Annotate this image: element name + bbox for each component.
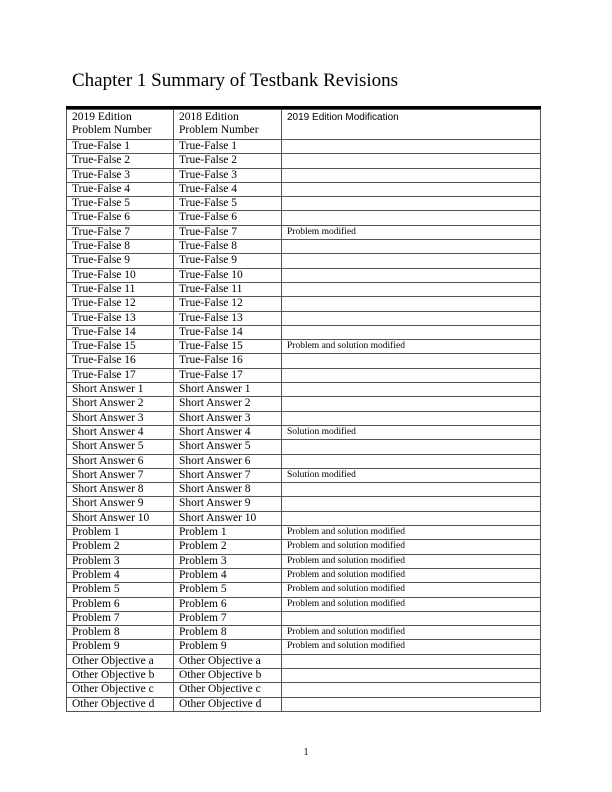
cell-2019-problem: Problem 1 [67, 526, 174, 540]
table-row [67, 526, 541, 540]
table-row [67, 497, 541, 511]
cell-2018-problem: True-False 17 [174, 368, 282, 382]
cell-modification [282, 240, 541, 254]
cell-2019-problem: True-False 8 [67, 240, 174, 254]
cell-modification: Problem and solution modified [282, 554, 541, 568]
cell-2018-problem: Other Objective d [174, 697, 282, 711]
header-2019-line2: Problem Number [72, 124, 152, 136]
cell-2019-problem: Problem 8 [67, 626, 174, 640]
cell-2018-problem: True-False 13 [174, 311, 282, 325]
cell-2019-problem: Other Objective d [67, 697, 174, 711]
cell-2019-problem: Short Answer 3 [67, 411, 174, 425]
cell-2019-problem: Problem 6 [67, 597, 174, 611]
cell-modification: Problem and solution modified [282, 540, 541, 554]
table-row [67, 354, 541, 368]
cell-modification: Problem and solution modified [282, 583, 541, 597]
table-row [67, 468, 541, 482]
cell-modification [282, 297, 541, 311]
cell-2019-problem: True-False 4 [67, 182, 174, 196]
table-row [67, 597, 541, 611]
table-row [67, 668, 541, 682]
cell-modification [282, 411, 541, 425]
table-row [67, 282, 541, 296]
cell-modification [282, 268, 541, 282]
table-row [67, 640, 541, 654]
cell-modification [282, 154, 541, 168]
cell-2018-problem: Other Objective b [174, 668, 282, 682]
page-title: Chapter 1 Summary of Testbank Revisions [72, 70, 399, 91]
header-2018-edition [174, 110, 282, 140]
table-row [67, 626, 541, 640]
table-row [67, 168, 541, 182]
cell-2018-problem: True-False 8 [174, 240, 282, 254]
cell-2018-problem: Short Answer 2 [174, 397, 282, 411]
revisions-table-body [67, 110, 541, 712]
cell-2019-problem: Problem 4 [67, 568, 174, 582]
table-row [67, 425, 541, 439]
cell-modification [282, 440, 541, 454]
table-row [67, 511, 541, 525]
cell-2018-problem: Problem 9 [174, 640, 282, 654]
cell-2018-problem: Short Answer 5 [174, 440, 282, 454]
cell-2019-problem: True-False 11 [67, 282, 174, 296]
cell-2019-problem: Short Answer 1 [67, 383, 174, 397]
cell-2019-problem: Other Objective c [67, 683, 174, 697]
table-header-row [67, 110, 541, 140]
cell-modification [282, 611, 541, 625]
cell-2019-problem: True-False 5 [67, 197, 174, 211]
header-modification: 2019 Edition Modification [282, 110, 541, 140]
cell-modification [282, 483, 541, 497]
cell-modification: Problem modified [282, 225, 541, 239]
cell-modification [282, 282, 541, 296]
cell-modification [282, 383, 541, 397]
cell-2018-problem: Short Answer 7 [174, 468, 282, 482]
cell-2019-problem: Short Answer 7 [67, 468, 174, 482]
cell-2019-problem: Problem 5 [67, 583, 174, 597]
cell-2019-problem: True-False 15 [67, 340, 174, 354]
cell-2018-problem: True-False 11 [174, 282, 282, 296]
cell-2019-problem: True-False 9 [67, 254, 174, 268]
cell-2019-problem: Short Answer 6 [67, 454, 174, 468]
cell-2019-problem: Short Answer 2 [67, 397, 174, 411]
table-row [67, 154, 541, 168]
header-2018-line1: 2018 Edition [179, 111, 239, 123]
cell-2019-problem: True-False 12 [67, 297, 174, 311]
cell-modification [282, 325, 541, 339]
table-row [67, 683, 541, 697]
cell-modification [282, 197, 541, 211]
table-row [67, 211, 541, 225]
cell-2018-problem: Short Answer 3 [174, 411, 282, 425]
cell-2018-problem: True-False 4 [174, 182, 282, 196]
table-row [67, 440, 541, 454]
cell-2018-problem: Short Answer 6 [174, 454, 282, 468]
cell-2018-problem: True-False 6 [174, 211, 282, 225]
header-2018-line2: Problem Number [179, 124, 259, 136]
cell-2019-problem: Problem 9 [67, 640, 174, 654]
cell-2019-problem: True-False 3 [67, 168, 174, 182]
cell-modification [282, 683, 541, 697]
cell-2019-problem: True-False 2 [67, 154, 174, 168]
table-row [67, 140, 541, 154]
table-row [67, 697, 541, 711]
cell-modification [282, 397, 541, 411]
cell-2018-problem: Problem 1 [174, 526, 282, 540]
cell-2018-problem: True-False 3 [174, 168, 282, 182]
cell-modification [282, 311, 541, 325]
cell-2018-problem: True-False 10 [174, 268, 282, 282]
table-row [67, 611, 541, 625]
table-row [67, 225, 541, 239]
revisions-table [66, 109, 541, 712]
cell-2018-problem: True-False 12 [174, 297, 282, 311]
cell-2018-problem: Problem 7 [174, 611, 282, 625]
cell-2018-problem: Problem 2 [174, 540, 282, 554]
cell-modification [282, 354, 541, 368]
cell-2019-problem: Other Objective b [67, 668, 174, 682]
cell-2019-problem: Short Answer 8 [67, 483, 174, 497]
cell-2019-problem: Problem 3 [67, 554, 174, 568]
cell-modification [282, 368, 541, 382]
cell-2019-problem: True-False 17 [67, 368, 174, 382]
cell-modification: Problem and solution modified [282, 640, 541, 654]
cell-modification: Problem and solution modified [282, 568, 541, 582]
cell-2019-problem: True-False 13 [67, 311, 174, 325]
cell-2018-problem: True-False 16 [174, 354, 282, 368]
cell-modification [282, 654, 541, 668]
cell-2018-problem: Problem 4 [174, 568, 282, 582]
cell-2018-problem: True-False 14 [174, 325, 282, 339]
cell-2018-problem: Short Answer 10 [174, 511, 282, 525]
cell-2019-problem: True-False 16 [67, 354, 174, 368]
table-row [67, 325, 541, 339]
header-2019-line1: 2019 Edition [72, 111, 132, 123]
cell-2019-problem: True-False 1 [67, 140, 174, 154]
table-row [67, 540, 541, 554]
cell-2018-problem: Other Objective a [174, 654, 282, 668]
cell-2019-problem: Problem 2 [67, 540, 174, 554]
cell-2018-problem: True-False 5 [174, 197, 282, 211]
cell-modification: Solution modified [282, 468, 541, 482]
header-2019-edition [67, 110, 174, 140]
table-row [67, 397, 541, 411]
table-row [67, 554, 541, 568]
cell-2019-problem: True-False 7 [67, 225, 174, 239]
cell-modification: Problem and solution modified [282, 597, 541, 611]
cell-modification [282, 140, 541, 154]
cell-modification [282, 254, 541, 268]
cell-modification [282, 697, 541, 711]
cell-2019-problem: Short Answer 10 [67, 511, 174, 525]
cell-2018-problem: Problem 6 [174, 597, 282, 611]
cell-modification [282, 668, 541, 682]
cell-modification: Problem and solution modified [282, 340, 541, 354]
table-row [67, 383, 541, 397]
cell-modification [282, 168, 541, 182]
page-number: 1 [303, 747, 309, 758]
cell-2018-problem: Short Answer 1 [174, 383, 282, 397]
cell-modification [282, 454, 541, 468]
cell-modification: Problem and solution modified [282, 526, 541, 540]
table-row [67, 583, 541, 597]
cell-modification [282, 182, 541, 196]
table-row [67, 654, 541, 668]
cell-2018-problem: Short Answer 9 [174, 497, 282, 511]
cell-modification [282, 497, 541, 511]
cell-2018-problem: Problem 3 [174, 554, 282, 568]
table-row [67, 340, 541, 354]
cell-modification [282, 211, 541, 225]
table-row [67, 311, 541, 325]
cell-2019-problem: Short Answer 4 [67, 425, 174, 439]
table-row [67, 368, 541, 382]
cell-2019-problem: True-False 6 [67, 211, 174, 225]
cell-2018-problem: True-False 2 [174, 154, 282, 168]
cell-2018-problem: True-False 1 [174, 140, 282, 154]
cell-2019-problem: Other Objective a [67, 654, 174, 668]
table-row [67, 411, 541, 425]
table-row [67, 454, 541, 468]
table-row [67, 254, 541, 268]
table-row [67, 483, 541, 497]
cell-2019-problem: True-False 10 [67, 268, 174, 282]
table-row [67, 268, 541, 282]
cell-modification [282, 511, 541, 525]
table-row [67, 197, 541, 211]
table-row [67, 568, 541, 582]
cell-2018-problem: Short Answer 8 [174, 483, 282, 497]
cell-2019-problem: Problem 7 [67, 611, 174, 625]
cell-2018-problem: True-False 15 [174, 340, 282, 354]
cell-modification: Problem and solution modified [282, 626, 541, 640]
table-row [67, 297, 541, 311]
cell-2018-problem: Other Objective c [174, 683, 282, 697]
cell-2019-problem: True-False 14 [67, 325, 174, 339]
cell-2018-problem: True-False 9 [174, 254, 282, 268]
cell-2018-problem: Problem 8 [174, 626, 282, 640]
cell-2018-problem: Short Answer 4 [174, 425, 282, 439]
cell-modification: Solution modified [282, 425, 541, 439]
cell-2018-problem: Problem 5 [174, 583, 282, 597]
table-row [67, 182, 541, 196]
cell-2018-problem: True-False 7 [174, 225, 282, 239]
cell-2019-problem: Short Answer 5 [67, 440, 174, 454]
cell-2019-problem: Short Answer 9 [67, 497, 174, 511]
table-row [67, 240, 541, 254]
